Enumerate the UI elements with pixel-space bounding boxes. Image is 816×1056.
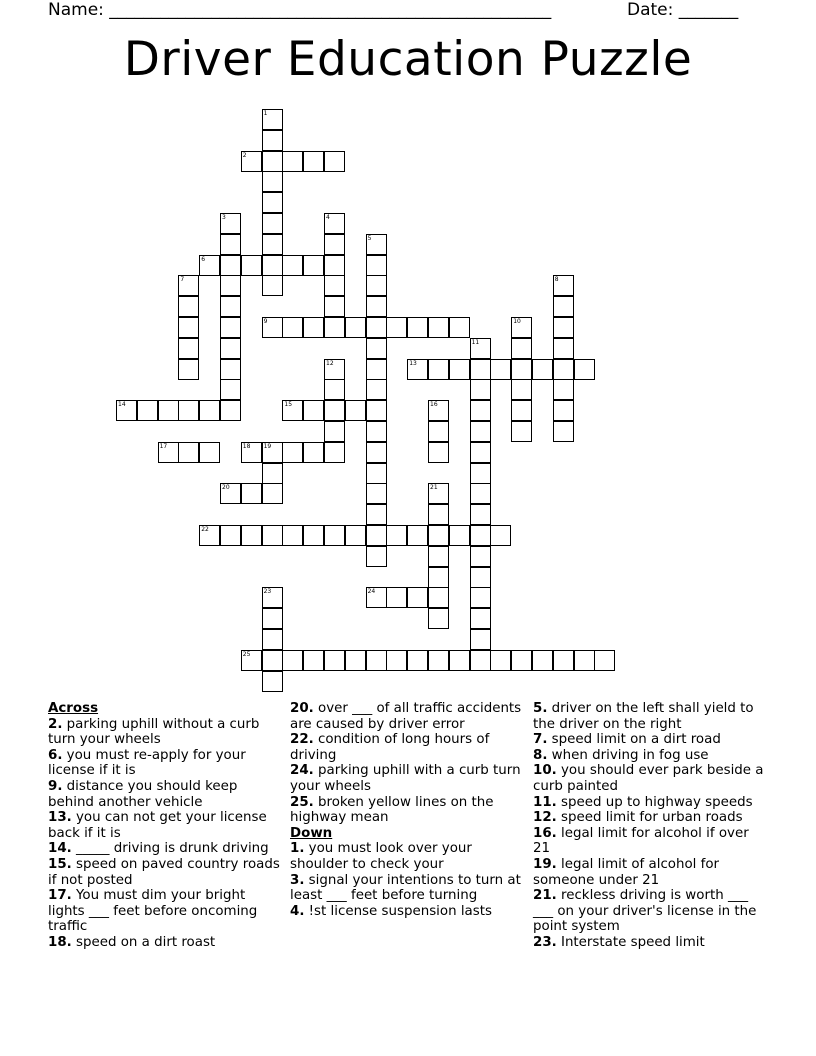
crossword-cell [324,400,345,421]
crossword-cell [470,483,491,504]
crossword-cell [262,463,283,484]
clue-number-label: 25 [242,650,251,658]
crossword-cell [553,400,574,421]
clue-item [533,935,768,951]
clue-number-label: 22 [201,526,209,533]
crossword-cell [470,504,491,525]
crossword-cell [532,650,553,671]
crossword-cell [407,317,428,338]
crossword-cell [324,296,345,317]
clue-item [48,748,280,779]
crossword-cell [553,296,574,317]
clue-number-label: 19 [263,442,272,450]
clue-item [290,763,522,794]
crossword-cell [470,587,491,608]
clue-number-label: 5 [367,234,372,242]
crossword-cell [386,650,407,671]
clue-number-label: 8 [554,276,559,284]
clue-text: parking uphill with a curb turn your wheels [290,763,521,794]
clue-text: speed on paved country roads if not posted [48,856,280,888]
crossword-cell [470,400,491,421]
crossword-cell [366,255,387,276]
clue-number-label: 21 [430,484,438,492]
crossword-cell [532,359,553,380]
clue-number: 1. [290,841,305,857]
crossword-cell [262,483,283,504]
clue-number-label: 2 [242,151,247,159]
clue-item [290,904,522,920]
crossword-cell [511,379,532,400]
clue-item [533,795,768,811]
clue-item [290,873,522,904]
crossword-cell [324,442,345,463]
crossword-cell [449,650,470,671]
crossword-cell [366,525,387,546]
crossword-cell [262,151,283,172]
crossword-cell [470,421,491,442]
crossword-cell [470,379,491,400]
clue-number-label: 11 [471,338,480,346]
crossword-cell [470,650,491,671]
crossword-cell [324,234,345,255]
crossword-cell [366,442,387,463]
clue-number-label: 16 [430,401,438,409]
crossword-cell [490,525,511,546]
crossword-cell [594,650,615,671]
crossword-cell [366,421,387,442]
clue-item [533,857,768,888]
crossword-cell [220,296,241,317]
clue-number: 9. [48,778,63,794]
clue-item [533,701,768,732]
crossword-cell [178,400,199,421]
crossword-cell [428,359,449,380]
crossword-cell [345,650,366,671]
clue-number: 22. [290,732,314,748]
clue-number: 3. [290,872,305,888]
clue-item [533,810,768,826]
clue-text: You must dim your bright lights ___ feet before oncoming traffic [48,888,258,935]
crossword-cell [470,463,491,484]
crossword-cell [366,400,387,421]
crossword-cell [262,671,283,692]
clue-item [533,888,768,935]
clue-text: reckless driving is worth ___ ___ on your driver's license in the point system [533,888,757,935]
crossword-cell [262,192,283,213]
clue-number: 15. [48,856,72,872]
clue-item [48,779,280,810]
crossword-cell [511,400,532,421]
crossword-cell [449,359,470,380]
crossword-cell [324,151,345,172]
clue-text: speed limit on a dirt road [551,732,721,748]
name-field-label: Name: ____________________________________________________ [48,0,552,20]
crossword-cell [303,255,324,276]
crossword-cell [428,442,449,463]
clue-item [533,826,768,857]
crossword-cell [553,338,574,359]
crossword-cell [345,400,366,421]
crossword-cell [366,650,387,671]
clue-number-label: 6 [201,255,206,263]
crossword-cell [366,463,387,484]
crossword-cell [511,359,532,380]
clue-text: signal your intentions to turn at least ___ feet before turning [290,872,521,904]
clue-text: !st license suspension lasts [308,903,492,919]
clue-text: you can not get your license back if it is [48,810,267,841]
clue-number-label: 14 [118,401,126,409]
clue-number: 6. [48,747,63,763]
clue-number-label: 23 [263,588,272,596]
crossword-cell [345,525,366,546]
clue-number-label: 15 [284,401,293,409]
crossword-cell [220,359,241,380]
clue-number: 4. [290,903,305,919]
crossword-cell [553,421,574,442]
crossword-cell [470,442,491,463]
crossword-cell [386,317,407,338]
crossword-cell [158,400,179,421]
crossword-cell [282,255,303,276]
clue-text: distance you should keep behind another vehicle [48,778,238,810]
clue-item [48,841,280,857]
clue-number: 25. [290,794,314,810]
crossword-cell [303,151,324,172]
crossword-cell [303,400,324,421]
crossword-cell [324,421,345,442]
clue-number: 2. [48,716,63,732]
crossword-cell [449,525,470,546]
clue-text: speed up to highway speeds [561,794,753,810]
crossword-cell [199,400,220,421]
clue-number: 21. [533,888,557,904]
crossword-cell [241,483,262,504]
clue-text: _____ driving is drunk driving [76,841,269,857]
crossword-cell [428,608,449,629]
clue-text: you should ever park beside a curb painted [533,763,764,794]
crossword-cell [220,317,241,338]
crossword-cell [470,359,491,380]
crossword-cell [324,525,345,546]
clue-number-label: 13 [409,359,417,367]
clue-text: you must look over your shoulder to check your [290,841,472,872]
clue-text: when driving in fog use [551,747,709,763]
clue-item [48,888,280,935]
clue-item [290,795,522,826]
crossword-cell [282,442,303,463]
clue-number: 13. [48,810,72,826]
crossword-cell [366,296,387,317]
crossword-cell [574,650,595,671]
crossword-cell [511,338,532,359]
clue-number-label: 9 [263,318,268,325]
clue-number: 7. [533,732,548,748]
crossword-cell [407,587,428,608]
crossword-cell [553,359,574,380]
clue-number: 14. [48,841,72,857]
crossword-cell [511,421,532,442]
crossword-cell [220,400,241,421]
crossword-cell [220,275,241,296]
clue-text: parking uphill without a curb turn your wheels [48,716,260,748]
clue-number: 23. [533,934,557,950]
clue-number-label: 20 [222,484,230,492]
clue-text: Interstate speed limit [561,934,705,950]
crossword-cell [282,317,303,338]
clue-number-label: 3 [222,214,226,221]
clue-text: speed limit for urban roads [561,810,743,826]
crossword-cell [303,525,324,546]
crossword-cell [303,650,324,671]
crossword-cell [220,525,241,546]
crossword-cell [345,317,366,338]
crossword-cell [386,587,407,608]
clue-text: condition of long hours of driving [290,732,490,763]
crossword-cell [282,151,303,172]
clue-text: legal limit for alcohol if over 21 [533,825,749,857]
crossword-cell [366,483,387,504]
clue-text: legal limit of alcohol for someone under 21 [533,856,720,888]
crossword-cell [220,255,241,276]
clue-item [290,701,522,732]
page-title: Driver Education Puzzle [123,32,693,87]
crossword-cell [553,379,574,400]
crossword-cell [137,400,158,421]
crossword-cell [553,650,574,671]
crossword-cell [324,379,345,400]
clue-number: 18. [48,934,72,950]
crossword-cell [324,650,345,671]
clue-item [533,732,768,748]
clue-item [48,810,280,841]
clue-number: 17. [48,888,72,904]
clue-number: 16. [533,825,557,841]
clue-text: over ___ of all traffic accidents are caused by driver error [290,701,522,732]
clue-number-label: 1 [263,110,268,117]
clue-number: 20. [290,701,314,716]
clue-item [533,763,768,794]
clue-text: speed on a dirt roast [76,934,216,950]
crossword-cell [303,442,324,463]
crossword-cell [262,525,283,546]
crossword-cell [366,338,387,359]
crossword-cell [366,379,387,400]
crossword-cell [324,275,345,296]
clue-item [48,857,280,888]
crossword-cell [428,546,449,567]
clue-column-2 [290,701,522,919]
clue-item [290,841,522,872]
crossword-cell [428,587,449,608]
crossword-cell [178,296,199,317]
crossword-cell [262,255,283,276]
crossword-cell [262,130,283,151]
crossword-cell [428,317,449,338]
clue-number: 8. [533,747,548,763]
clue-number-label: 10 [513,318,521,325]
crossword-cell [220,338,241,359]
crossword-cell [553,317,574,338]
clue-number: 11. [533,794,557,810]
date-field-label: Date: _______ [627,0,739,20]
crossword-cell [262,213,283,234]
clue-text: broken yellow lines on the highway mean [290,794,494,826]
crossword-cell [428,650,449,671]
crossword-cell [241,525,262,546]
crossword-cell [220,379,241,400]
clue-column-3 [533,701,768,951]
clue-number-label: 4 [326,214,330,221]
crossword-cell [178,359,199,380]
crossword-cell [470,629,491,650]
crossword-cell [470,567,491,588]
crossword-cell [407,650,428,671]
clue-number-label: 12 [326,359,334,367]
clue-number-label: 24 [367,588,376,596]
crossword-cell [178,317,199,338]
across-heading: Across [48,701,99,716]
crossword-cell [241,255,262,276]
down-heading: Down [290,825,333,841]
crossword-cell [470,608,491,629]
crossword-cell [470,546,491,567]
clue-item [533,748,768,764]
clue-text: you must re-apply for your license if it is [48,747,246,779]
crossword-cell [386,525,407,546]
crossword-cell [178,338,199,359]
crossword-cell [262,171,283,192]
crossword-cell [449,317,470,338]
crossword-cell [470,525,491,546]
clue-item [48,935,280,951]
clue-column-1 [48,701,280,951]
crossword-cell [324,255,345,276]
crossword-cell [407,525,428,546]
crossword-cell [428,525,449,546]
clue-number: 19. [533,856,557,872]
crossword-cell [490,359,511,380]
crossword-cell [574,359,595,380]
crossword-cell [428,421,449,442]
crossword-cell [282,650,303,671]
crossword-cell [262,234,283,255]
clue-number: 10. [533,763,557,779]
crossword-cell [282,525,303,546]
crossword-cell [490,650,511,671]
crossword-cell [366,275,387,296]
clue-number: 12. [533,810,557,826]
crossword-cell [366,546,387,567]
clue-number-label: 17 [159,442,168,450]
clue-number-label: 7 [180,276,185,284]
crossword-cell [324,317,345,338]
crossword-cell [220,234,241,255]
crossword-cell [366,317,387,338]
clue-text: driver on the left shall yield to the driver on the right [533,701,754,732]
crossword-cell [366,504,387,525]
crossword-cell [199,442,220,463]
clue-number: 24. [290,763,314,779]
crossword-cell [262,608,283,629]
crossword-cell [366,359,387,380]
clue-item [290,732,522,763]
crossword-cell [303,317,324,338]
crossword-cell [428,567,449,588]
clue-number-label: 18 [242,442,251,450]
crossword-cell [511,650,532,671]
clue-number: 5. [533,701,548,716]
crossword-cell [262,629,283,650]
crossword-cell [428,504,449,525]
crossword-cell [262,275,283,296]
clue-item [48,717,280,748]
crossword-cell [262,650,283,671]
crossword-cell [178,442,199,463]
